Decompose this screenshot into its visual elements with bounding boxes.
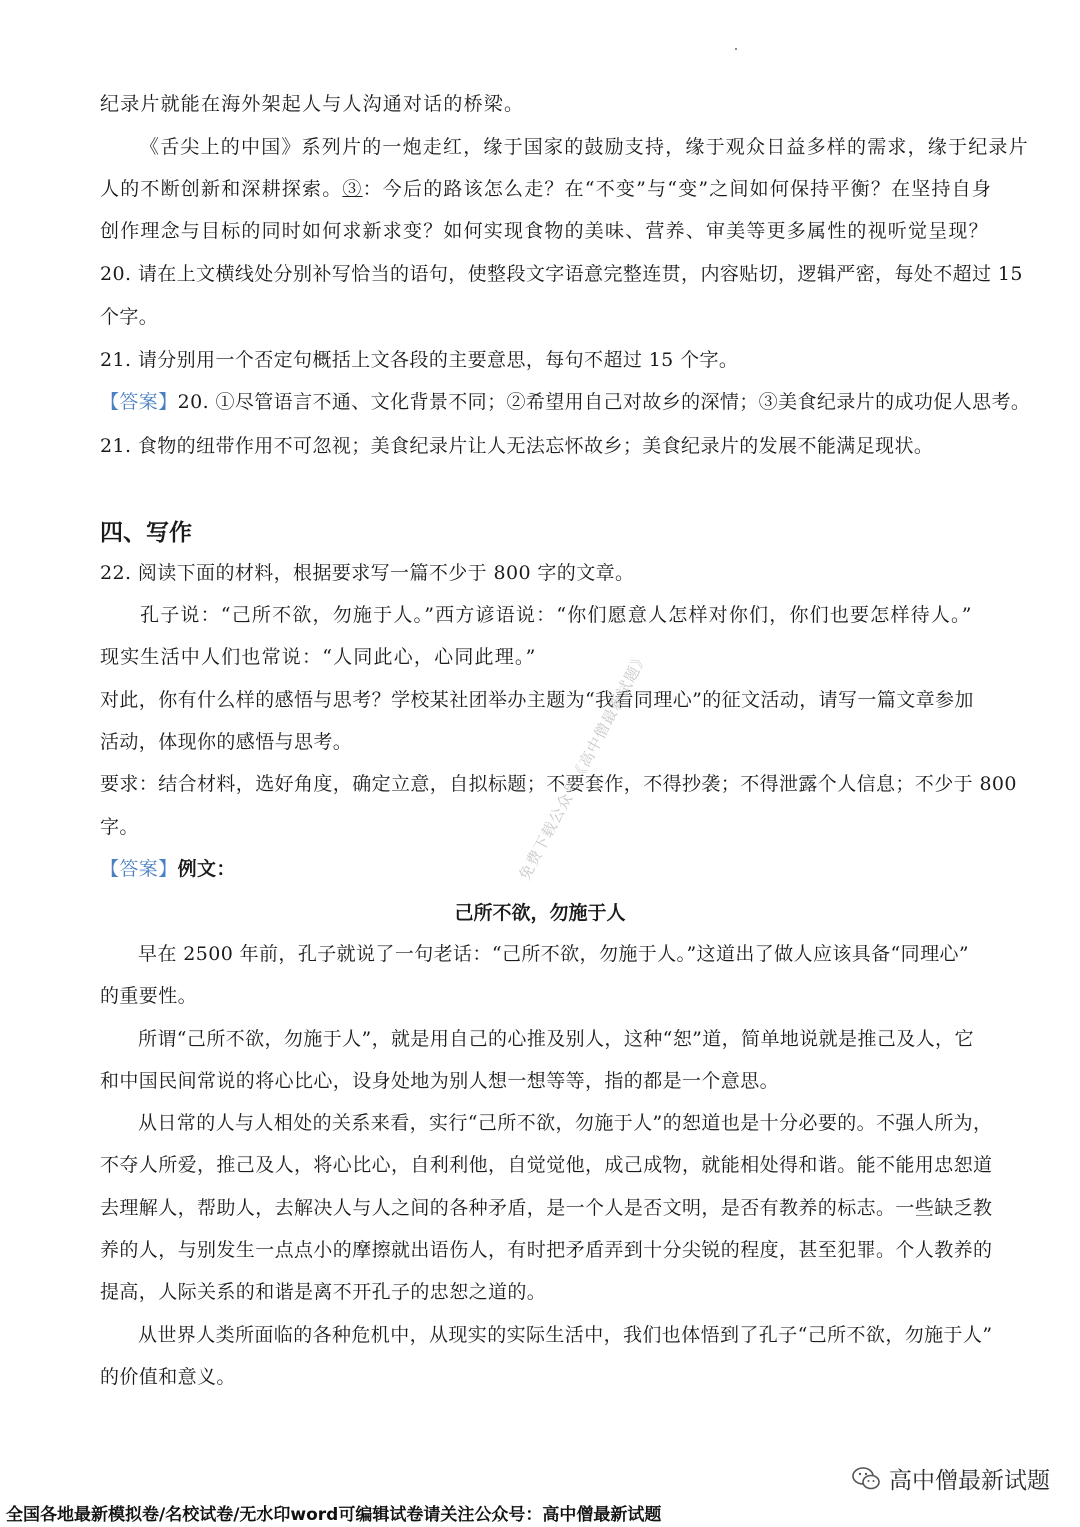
question-20-line: 个字。 <box>100 306 159 328</box>
essay-line: 养的人，与别发生一点点小的摩擦就出语伤人，有时把矛盾弄到十分尖锐的程度，甚至犯罪。个人教养的 <box>100 1239 993 1261</box>
task-line: 对此，你有什么样的感悟与思考？学校某社团举办主题为“我看同理心”的征文活动，请写一篇文章参加 <box>100 689 974 711</box>
essay-line: 不夺人所爱，推己及人，将心比心，自利利他，自觉觉他，成己成物，就能相处得和谐。能不能用忠恕道 <box>100 1154 993 1176</box>
question-21: 21. 请分别用一个否定句概括上文各段的主要意思，每句不超过 15 个字。 <box>100 349 739 371</box>
brand-badge[interactable] <box>851 1462 1050 1495</box>
requirement-line: 要求：结合材料，选好角度，确定立意，自拟标题；不要套作，不得抄袭；不得泄露个人信息；不少于 800 <box>100 773 1017 795</box>
paragraph-line: 纪录片就能在海外架起人与人沟通对话的桥梁。 <box>100 93 525 115</box>
answer-tag: 【答案】 <box>100 391 178 413</box>
essay-line: 的重要性。 <box>100 985 198 1007</box>
answer-line: 21. 食物的纽带作用不可忽视；美食纪录片让人无法忘怀故乡；美食纪录片的发展不能满足现状。 <box>100 435 934 457</box>
essay-line: 从世界人类所面临的各种危机中，从现实的实际生活中，我们也体悟到了孔子“己所不欲，勿施于人” <box>138 1324 993 1346</box>
paragraph-line: 《舌尖上的中国》系列片的一炮走红，缘于国家的鼓励支持，缘于观众日益多样的需求，缘于纪录片 <box>140 136 1029 158</box>
text-span: 人的不断创新和深耕探索。 <box>100 178 343 200</box>
answer-tag: 【答案】 <box>100 858 178 880</box>
task-line: 活动，体现你的感悟与思考。 <box>100 731 353 753</box>
requirement-line: 字。 <box>100 816 139 838</box>
essay-line: 提高，人际关系的和谐是离不开孔子的忠恕之道的。 <box>100 1281 547 1303</box>
footer-notice: 全国各地最新模拟卷/名校试卷/无水印word可编辑试卷请关注公众号：高中僧最新试题 <box>6 1505 662 1525</box>
wechat-icon <box>851 1466 881 1492</box>
answer-line <box>100 390 1030 414</box>
material-quote: 孔子说：“己所不欲，勿施于人。”西方谚语说：“你们愿意人怎样对你们，你们也要怎样待人。” <box>140 604 973 626</box>
answer-text: 20. ①尽管语言不通、文化背景不同；②希望用自己对故乡的深情；③美食纪录片的成功促人思考。 <box>177 391 1031 413</box>
essay-line: 早在 2500 年前，孔子就说了一句老话：“己所不欲，勿施于人。”这道出了做人应该具备“同理心” <box>138 943 969 965</box>
section-heading: 四、写作 <box>100 520 192 546</box>
essay-title: 己所不欲，勿施于人 <box>454 902 626 924</box>
essay-line: 和中国民间常说的将心比心，设身处地为别人想一想等等，指的都是一个意思。 <box>100 1070 780 1092</box>
material-quote: 现实生活中人们也常说：“人同此心，心同此理。” <box>100 646 537 668</box>
brand-name: 高中僧最新试题 <box>889 1468 1050 1494</box>
question-20-line: 20. 请在上文横线处分别补写恰当的语句，使整段文字语意完整连贯，内容贴切，逻辑严密，每处不超过 15 <box>100 263 1023 285</box>
paragraph-line: 创作理念与目标的同时如何求新求变？如何实现食物的美味、营养、审美等更多属性的视听觉呈现？ <box>100 220 989 242</box>
blank-marker: ③ <box>342 178 363 200</box>
essay-line: 的价值和意义。 <box>100 1366 236 1388</box>
scan-speck <box>735 48 737 50</box>
essay-line: 去理解人，帮助人，去解决人与人之间的各种矛盾，是一个人是否文明，是否有教养的标志。一些缺乏教 <box>100 1197 993 1219</box>
answer-line <box>100 857 236 881</box>
paragraph-line <box>100 177 992 201</box>
text-span: ：今后的路该怎么走？在“不变”与“变”之间如何保持平衡？在坚持自身 <box>362 178 993 200</box>
question-22: 22. 阅读下面的材料，根据要求写一篇不少于 800 字的文章。 <box>100 562 635 584</box>
example-label: 例文： <box>177 858 236 880</box>
essay-line: 所谓“己所不欲，勿施于人”，就是用自己的心推及别人，这种“恕”道，简单地说就是推己及人，它 <box>138 1028 974 1050</box>
essay-line: 从日常的人与人相处的关系来看，实行“己所不欲，勿施于人”的恕道也是十分必要的。不强人所为， <box>138 1112 993 1134</box>
watermark: 免费下载公众号《高中僧最新试题》 <box>515 648 652 883</box>
